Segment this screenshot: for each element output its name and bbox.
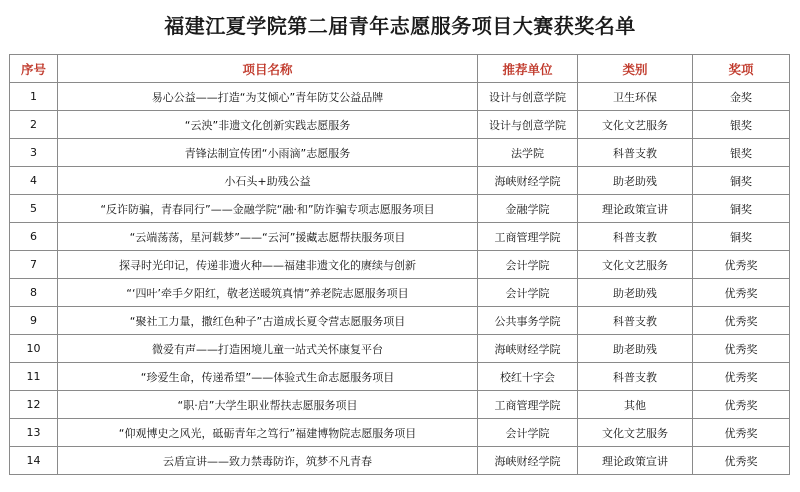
award-cell: 优秀奖 bbox=[693, 391, 790, 419]
recommending-unit-cell: 海峡财经学院 bbox=[478, 335, 578, 363]
table-row bbox=[10, 139, 790, 167]
recommending-unit-cell: 公共事务学院 bbox=[478, 307, 578, 335]
row-index-cell: 2 bbox=[10, 111, 58, 139]
project-name-cell: 探寻时光印记，传递非遗火种——福建非遗文化的赓续与创新 bbox=[58, 251, 478, 279]
recommending-unit-cell: 校红十字会 bbox=[478, 363, 578, 391]
project-name-cell: “云泱”非遗文化创新实践志愿服务 bbox=[58, 111, 478, 139]
category-cell: 科普支教 bbox=[578, 307, 693, 335]
recommending-unit-cell: 工商管理学院 bbox=[478, 391, 578, 419]
row-index-cell: 1 bbox=[10, 83, 58, 111]
project-name-cell: 易心公益——打造“为艾倾心”青年防艾公益品牌 bbox=[58, 83, 478, 111]
award-cell: 银奖 bbox=[693, 139, 790, 167]
category-cell: 科普支教 bbox=[578, 223, 693, 251]
category-cell: 卫生环保 bbox=[578, 83, 693, 111]
table-row bbox=[10, 111, 790, 139]
project-name-cell: “‘四叶’牵手夕阳红，敬老送暖筑真情”养老院志愿服务项目 bbox=[58, 279, 478, 307]
award-cell: 优秀奖 bbox=[693, 335, 790, 363]
project-name-cell: 小石头+助残公益 bbox=[58, 167, 478, 195]
table-row bbox=[10, 279, 790, 307]
recommending-unit-cell: 设计与创意学院 bbox=[478, 83, 578, 111]
table-header-row bbox=[10, 55, 790, 83]
table-row bbox=[10, 251, 790, 279]
table-row bbox=[10, 83, 790, 111]
category-cell: 文化文艺服务 bbox=[578, 111, 693, 139]
row-index-cell: 14 bbox=[10, 447, 58, 475]
award-cell: 银奖 bbox=[693, 111, 790, 139]
table-row bbox=[10, 195, 790, 223]
project-name-cell: 青锋法制宣传团“小雨滴”志愿服务 bbox=[58, 139, 478, 167]
recommending-unit-cell: 海峡财经学院 bbox=[478, 447, 578, 475]
recommending-unit-cell: 工商管理学院 bbox=[478, 223, 578, 251]
award-cell: 优秀奖 bbox=[693, 447, 790, 475]
award-cell: 优秀奖 bbox=[693, 279, 790, 307]
award-cell: 优秀奖 bbox=[693, 307, 790, 335]
header-award: 奖项 bbox=[693, 55, 790, 83]
category-cell: 科普支教 bbox=[578, 363, 693, 391]
table-row bbox=[10, 307, 790, 335]
project-name-cell: “反诈防骗，青春同行”——金融学院“融·和”防诈骗专项志愿服务项目 bbox=[58, 195, 478, 223]
table-row bbox=[10, 391, 790, 419]
award-cell: 铜奖 bbox=[693, 167, 790, 195]
header-project-name: 项目名称 bbox=[58, 55, 478, 83]
row-index-cell: 12 bbox=[10, 391, 58, 419]
table-row bbox=[10, 363, 790, 391]
row-index-cell: 5 bbox=[10, 195, 58, 223]
category-cell: 助老助残 bbox=[578, 167, 693, 195]
category-cell: 理论政策宣讲 bbox=[578, 447, 693, 475]
project-name-cell: “聚社工力量，撒红色种子”古道成长夏令营志愿服务项目 bbox=[58, 307, 478, 335]
table-row bbox=[10, 167, 790, 195]
row-index-cell: 9 bbox=[10, 307, 58, 335]
project-name-cell: “职·启”大学生职业帮扶志愿服务项目 bbox=[58, 391, 478, 419]
row-index-cell: 7 bbox=[10, 251, 58, 279]
category-cell: 其他 bbox=[578, 391, 693, 419]
row-index-cell: 11 bbox=[10, 363, 58, 391]
category-cell: 助老助残 bbox=[578, 335, 693, 363]
project-name-cell: “珍爱生命，传递希望”——体验式生命志愿服务项目 bbox=[58, 363, 478, 391]
recommending-unit-cell: 会计学院 bbox=[478, 419, 578, 447]
row-index-cell: 13 bbox=[10, 419, 58, 447]
project-name-cell: “仰观博史之风光，砥砺青年之笃行”福建博物院志愿服务项目 bbox=[58, 419, 478, 447]
award-cell: 铜奖 bbox=[693, 223, 790, 251]
table-row bbox=[10, 447, 790, 475]
row-index-cell: 3 bbox=[10, 139, 58, 167]
row-index-cell: 10 bbox=[10, 335, 58, 363]
table-row bbox=[10, 223, 790, 251]
recommending-unit-cell: 金融学院 bbox=[478, 195, 578, 223]
header-index: 序号 bbox=[10, 55, 58, 83]
header-category: 类别 bbox=[578, 55, 693, 83]
recommending-unit-cell: 法学院 bbox=[478, 139, 578, 167]
row-index-cell: 6 bbox=[10, 223, 58, 251]
award-cell: 金奖 bbox=[693, 83, 790, 111]
category-cell: 科普支教 bbox=[578, 139, 693, 167]
category-cell: 文化文艺服务 bbox=[578, 419, 693, 447]
page-title: 福建江夏学院第二届青年志愿服务项目大赛获奖名单 bbox=[164, 14, 636, 38]
table-row bbox=[10, 335, 790, 363]
category-cell: 文化文艺服务 bbox=[578, 251, 693, 279]
table-row bbox=[10, 419, 790, 447]
award-cell: 优秀奖 bbox=[693, 251, 790, 279]
award-cell: 优秀奖 bbox=[693, 363, 790, 391]
project-name-cell: 微爱有声——打造困境儿童一站式关怀康复平台 bbox=[58, 335, 478, 363]
category-cell: 理论政策宣讲 bbox=[578, 195, 693, 223]
recommending-unit-cell: 海峡财经学院 bbox=[478, 167, 578, 195]
row-index-cell: 8 bbox=[10, 279, 58, 307]
recommending-unit-cell: 会计学院 bbox=[478, 251, 578, 279]
award-cell: 优秀奖 bbox=[693, 419, 790, 447]
recommending-unit-cell: 会计学院 bbox=[478, 279, 578, 307]
project-name-cell: “云端荡荡，星河载梦”——“云河”援藏志愿帮扶服务项目 bbox=[58, 223, 478, 251]
table-body bbox=[10, 83, 790, 475]
project-name-cell: 云盾宣讲——致力禁毒防诈，筑梦不凡青春 bbox=[58, 447, 478, 475]
recommending-unit-cell: 设计与创意学院 bbox=[478, 111, 578, 139]
header-unit: 推荐单位 bbox=[478, 55, 578, 83]
awards-table bbox=[9, 54, 790, 475]
award-cell: 铜奖 bbox=[693, 195, 790, 223]
row-index-cell: 4 bbox=[10, 167, 58, 195]
category-cell: 助老助残 bbox=[578, 279, 693, 307]
